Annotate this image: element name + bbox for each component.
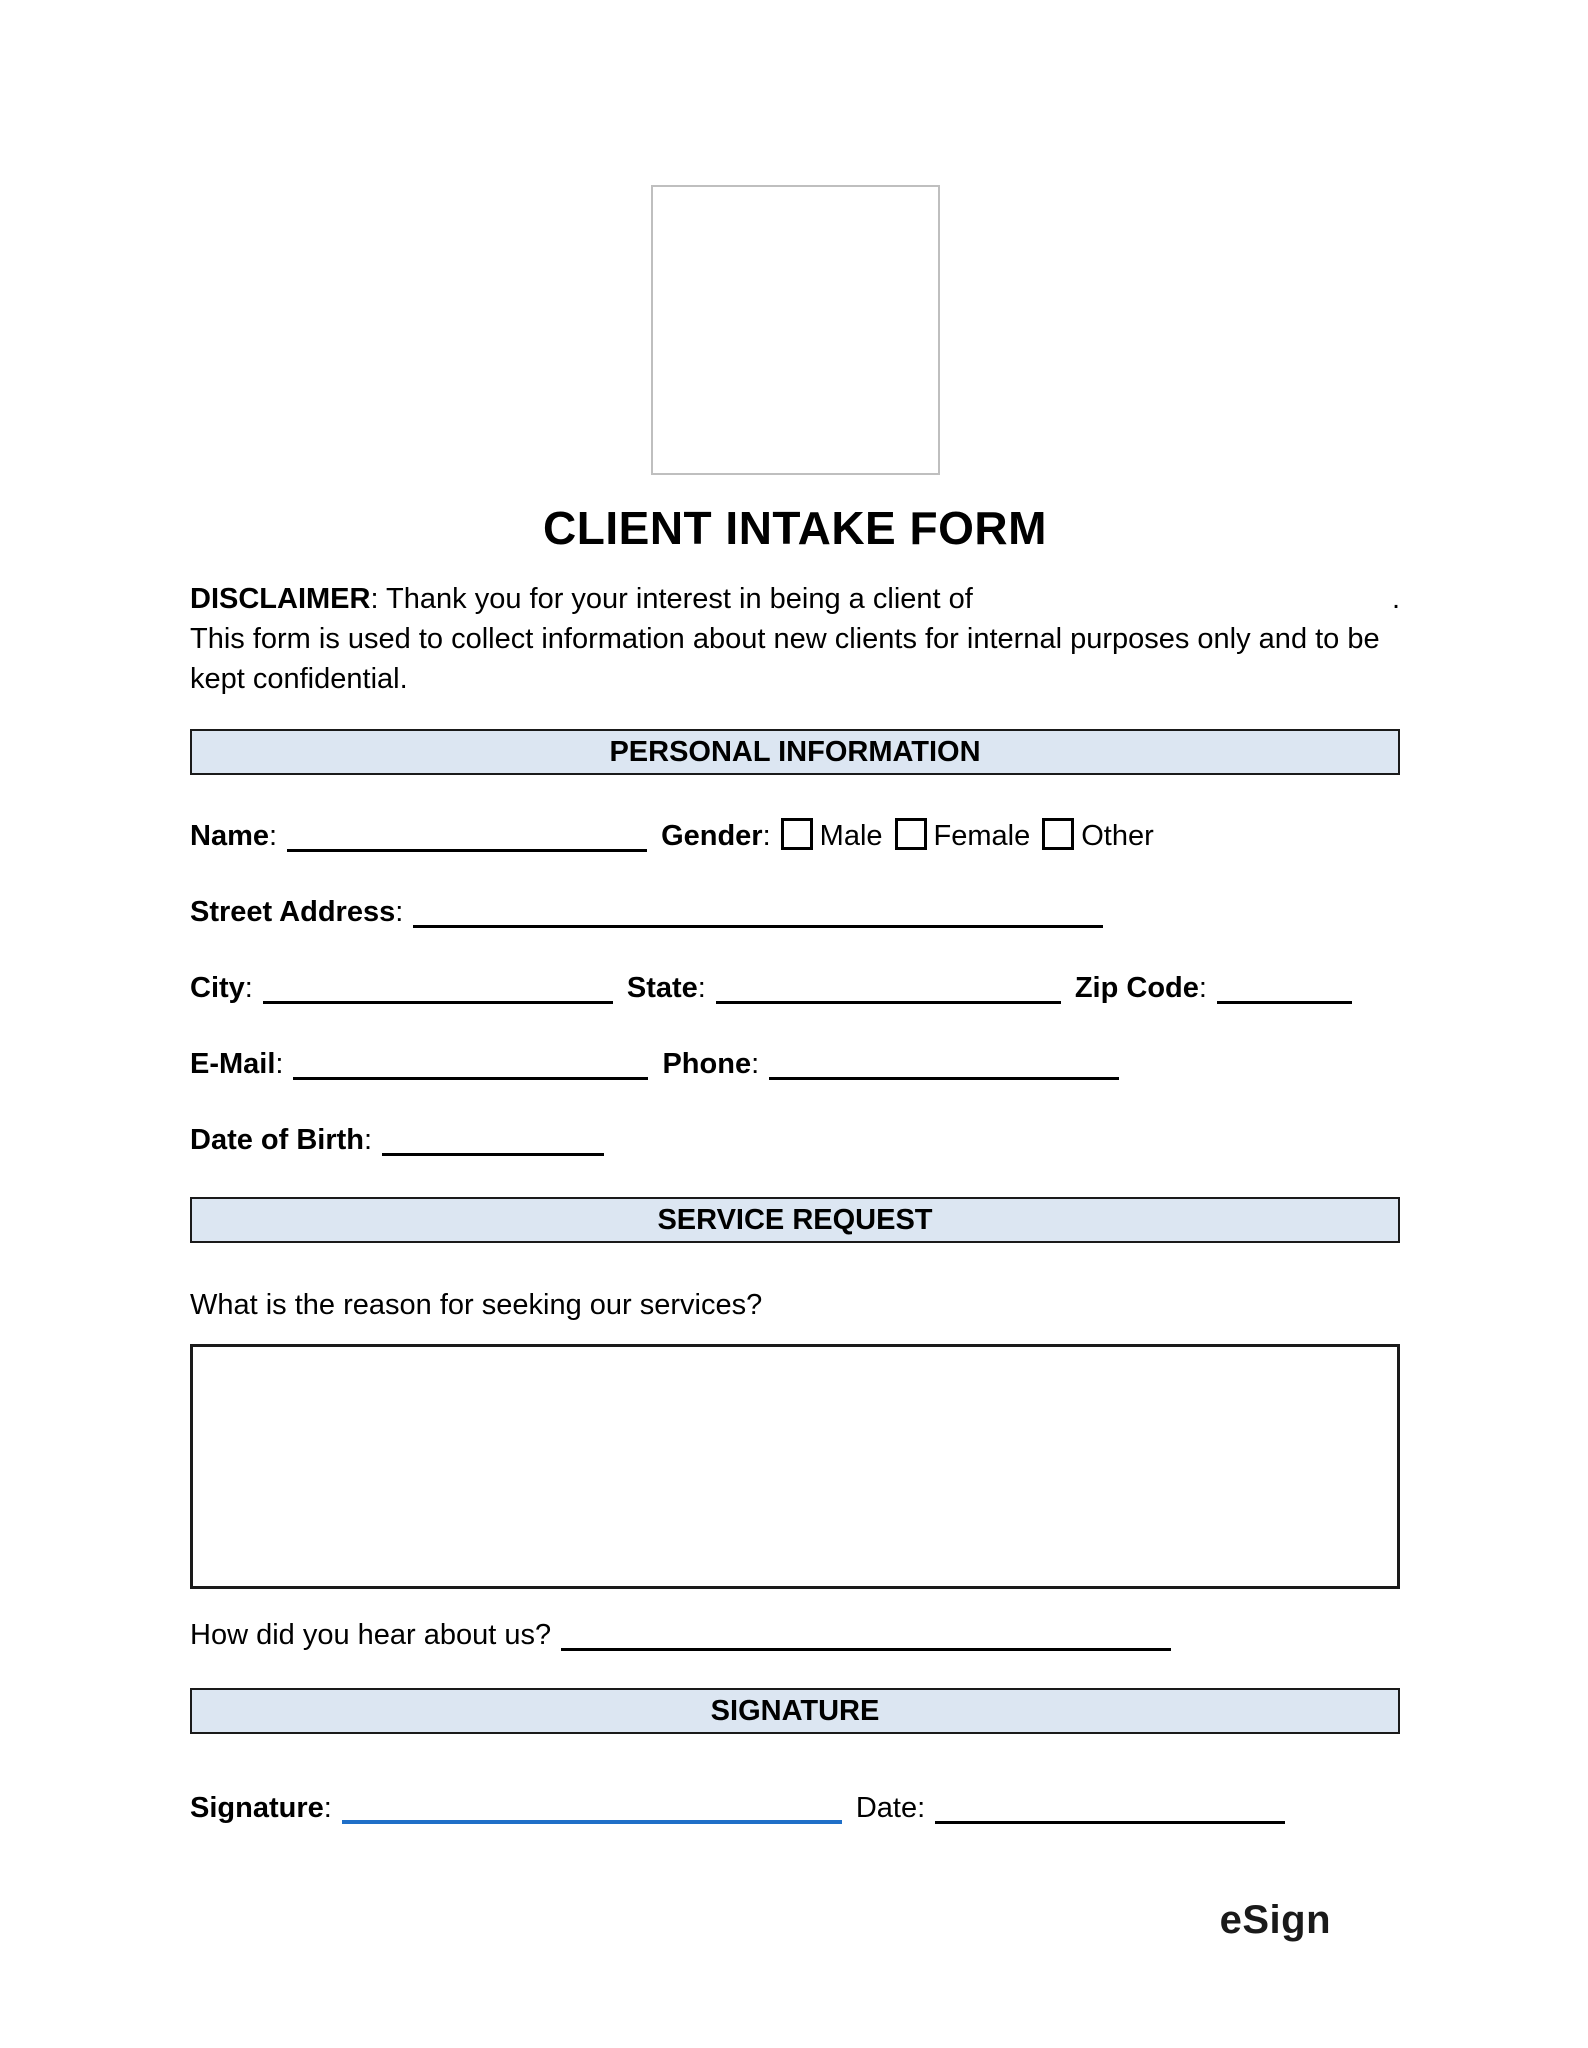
disclaimer-intro: DISCLAIMER: Thank you for your interest in being a client of: [190, 583, 973, 615]
street-address-row: [190, 896, 1400, 929]
service-request-title: SERVICE REQUEST: [657, 1203, 933, 1236]
street-address-label: Street Address: [190, 896, 396, 928]
name-gender-row: [190, 818, 1400, 853]
date-of-birth-label: Date of Birth: [190, 1124, 364, 1156]
signature-date-row: [190, 1792, 1400, 1825]
gender-female-label: Female: [933, 820, 1031, 852]
signature-input-line[interactable]: [342, 1820, 842, 1824]
disclaimer-label: DISCLAIMER: [190, 583, 371, 615]
colon: :: [1198, 972, 1207, 1004]
colon: :: [269, 820, 278, 852]
disclaimer-body: This form is used to collect information about new clients for internal purposes only and to be kept confidential.: [190, 623, 1380, 695]
date-label: Date: [855, 1792, 918, 1824]
signature-label: Signature: [190, 1792, 324, 1824]
email-phone-row: [190, 1048, 1400, 1081]
email-label: E-Mail: [190, 1048, 276, 1080]
disclaimer-period: .: [1391, 583, 1400, 615]
colon: :: [323, 1792, 332, 1824]
reason-text-area[interactable]: [190, 1344, 1400, 1589]
gender-female-checkbox[interactable]: [895, 818, 927, 850]
colon: :: [762, 820, 771, 852]
zip-code-input-line[interactable]: [1217, 1000, 1352, 1004]
colon: :: [751, 1048, 760, 1080]
hear-about-us-input-line[interactable]: [561, 1647, 1171, 1651]
gender-other-label: Other: [1081, 820, 1154, 852]
name-input-line[interactable]: [287, 848, 647, 852]
colon: :: [697, 972, 706, 1004]
gender-male-label: Male: [819, 820, 883, 852]
date-input-line[interactable]: [935, 1820, 1285, 1824]
city-input-line[interactable]: [263, 1000, 613, 1004]
email-input-line[interactable]: [293, 1076, 648, 1080]
personal-information-title: PERSONAL INFORMATION: [609, 735, 981, 768]
section-header-personal-information: [190, 729, 1400, 775]
hear-question: How did you hear about us?: [190, 1619, 552, 1651]
state-label: State: [626, 972, 698, 1004]
logo-placeholder-box: [651, 185, 940, 475]
date-of-birth-input-line[interactable]: [382, 1152, 604, 1156]
disclaimer-paragraph: [190, 579, 1400, 699]
date-of-birth-row: [190, 1124, 1400, 1157]
zip-code-label: Zip Code: [1074, 972, 1199, 1004]
reason-question: What is the reason for seeking our services?: [190, 1289, 763, 1321]
gender-label: Gender: [661, 820, 763, 852]
signature-title: SIGNATURE: [710, 1694, 880, 1727]
section-header-service-request: [190, 1197, 1400, 1243]
colon: :: [364, 1124, 373, 1156]
esign-logo: eSign: [1219, 1898, 1331, 1942]
disclaimer-line1: [190, 579, 1400, 619]
hear-about-us-row: [190, 1619, 1400, 1652]
gender-male-checkbox[interactable]: [781, 818, 813, 850]
colon: :: [917, 1792, 926, 1824]
state-input-line[interactable]: [716, 1000, 1061, 1004]
colon: :: [244, 972, 253, 1004]
city-state-zip-row: [190, 972, 1400, 1005]
name-label: Name: [190, 820, 269, 852]
phone-label: Phone: [662, 1048, 752, 1080]
colon: :: [275, 1048, 284, 1080]
phone-input-line[interactable]: [769, 1076, 1119, 1080]
section-header-signature: [190, 1688, 1400, 1734]
company-name-blank[interactable]: [973, 579, 1392, 619]
page-title: CLIENT INTAKE FORM: [543, 502, 1047, 554]
colon: :: [395, 896, 404, 928]
city-label: City: [190, 972, 245, 1004]
gender-other-checkbox[interactable]: [1042, 818, 1074, 850]
street-address-input-line[interactable]: [413, 924, 1103, 928]
